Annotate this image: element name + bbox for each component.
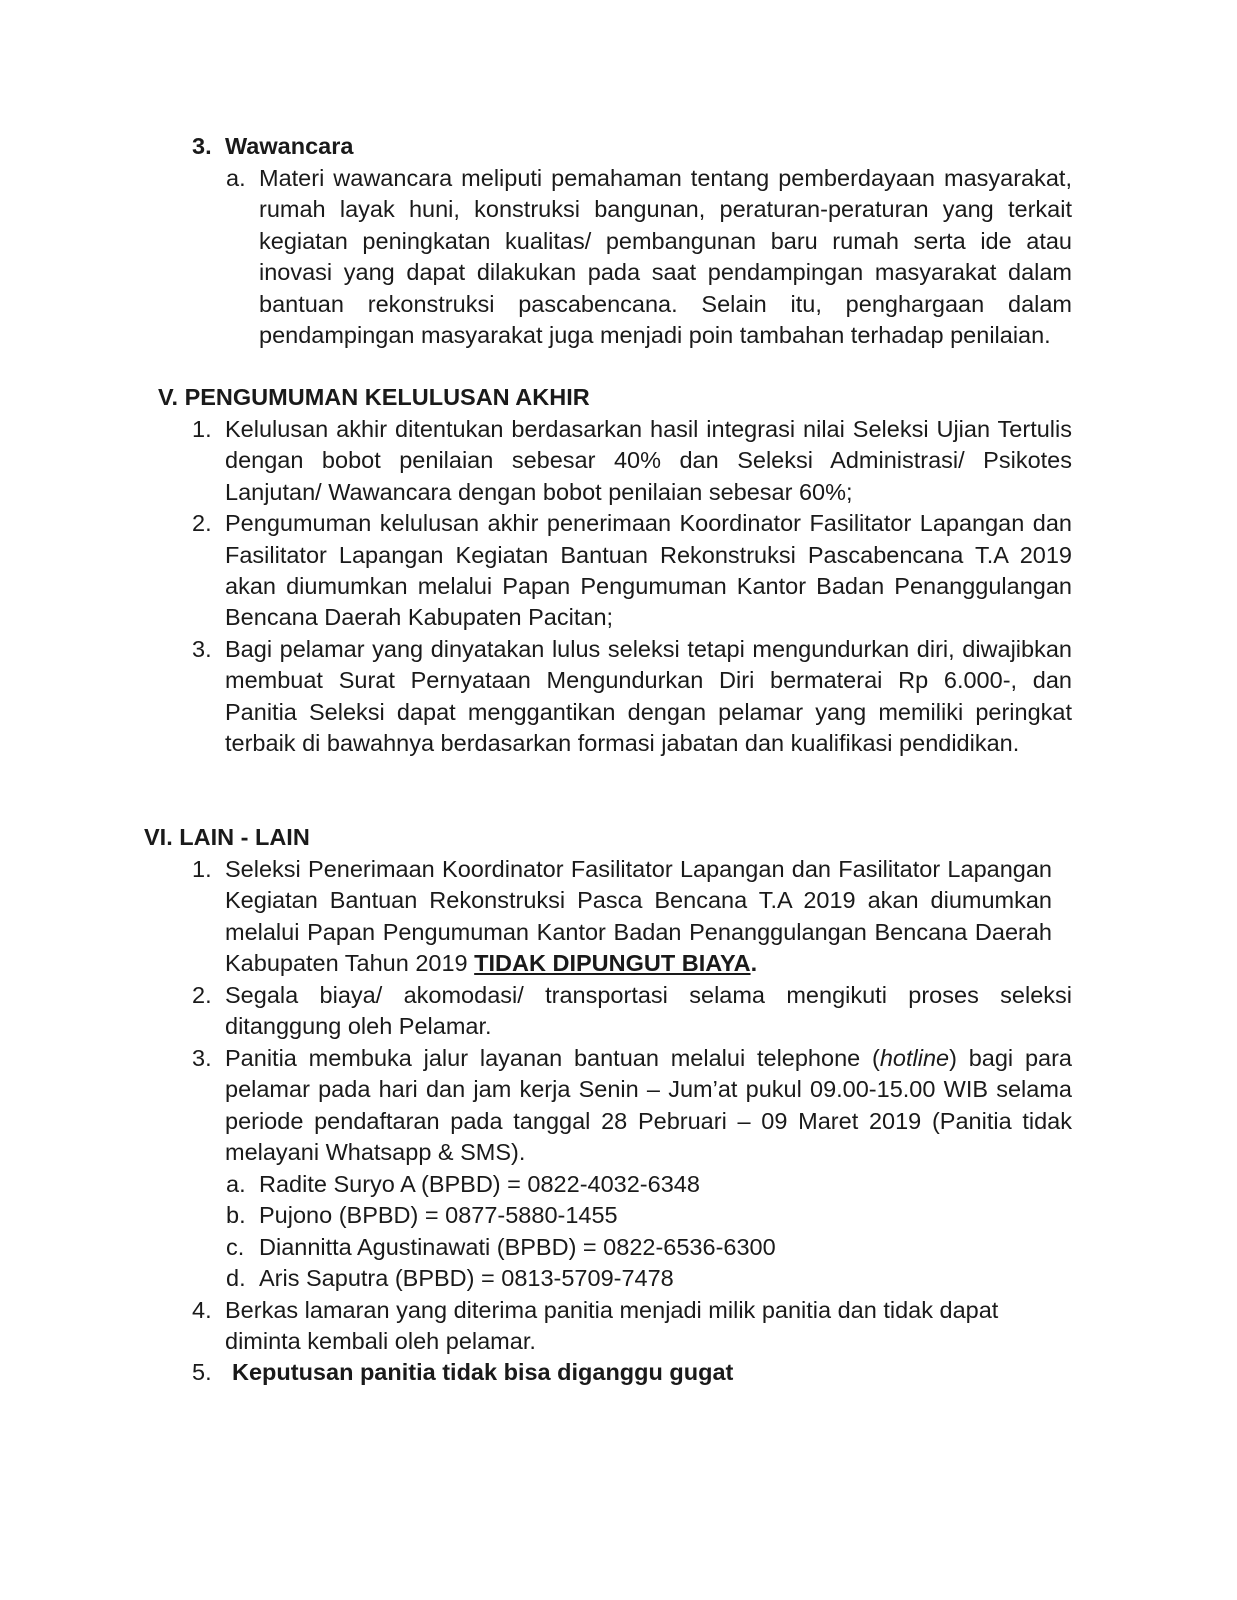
list-marker: 4. (192, 1297, 212, 1323)
list-marker: a. (226, 165, 246, 191)
list-marker: c. (226, 1233, 245, 1260)
paragraph-text: Seleksi Penerimaan Koordinator Fasilitator Lapangan dan Fasilitator Lapangan Kegiatan Bantuan Rekonstruksi Pasca Bencana T.A 2019 akan diumumkan melalui Papan Pengumuman Kantor Badan Penanggulangan Bencana Daerah Kabupaten Tahun 2019 (225, 856, 1052, 977)
paragraph: Berkas lamaran yang diterima panitia menjadi milik panitia dan tidak dapat diminta kembali oleh pelamar. (225, 1297, 999, 1355)
section-v-list (192, 414, 1072, 759)
section-heading-vi: VI. LAIN - LAIN (144, 824, 310, 850)
emphasis-text: TIDAK DIPUNGUT BIAYA (474, 950, 751, 977)
contact-item (226, 1232, 1072, 1263)
paragraph-text: Panitia membuka jalur layanan bantuan melalui telephone ( (225, 1044, 880, 1071)
list-item (192, 980, 1072, 1043)
list-item (192, 508, 1072, 634)
paragraph: Segala biaya/ akomodasi/ transportasi selama mengikuti proses seleksi ditanggung oleh Pelamar. (225, 982, 1072, 1040)
paragraph: Materi wawancara meliputi pemahaman tentang pemberdayaan masyarakat, rumah layak huni, konstruksi bangunan, peraturan-peraturan yang terkait kegiatan peningkatan kualitas/ pembangunan baru rumah serta ide atau inovasi yang dapat dilakukan pada saat pendampingan masyarakat dalam bantuan rekonstruksi pascabencana. Selain itu, penghargaan dalam pendampingan masyarakat juga menjadi poin tambahan terhadap penilaian. (259, 165, 1072, 349)
section-3-heading (192, 131, 1072, 162)
contact-item (226, 1263, 1072, 1294)
paragraph-end: . (750, 950, 758, 977)
contact-text: Aris Saputra (BPBD) = 0813-5709-7478 (259, 1265, 674, 1292)
list-item (192, 634, 1072, 760)
list-marker: 5. (192, 1359, 212, 1385)
contact-text: Radite Suryo A (BPBD) = 0822-4032-6348 (259, 1171, 700, 1197)
section-title: Wawancara (225, 133, 354, 159)
list-marker: 3. (192, 133, 212, 159)
list-marker: d. (226, 1265, 246, 1292)
list-marker: 2. (192, 982, 212, 1008)
list-marker: 1. (192, 856, 212, 882)
list-item (226, 163, 1072, 351)
list-item (192, 1295, 1072, 1358)
paragraph (225, 854, 1052, 980)
list-item (192, 414, 1072, 508)
contact-text: Pujono (BPBD) = 0877-5880-1455 (259, 1202, 618, 1229)
list-marker: 1. (192, 416, 212, 442)
paragraph-text: ) bagi para pelamar pada hari dan jam kerja Senin – Jum’at pukul 09.00-15.00 WIB selama periode pendaftaran pada tanggal 28 Pebruari – 09 Maret 2019 (Panitia tidak melayani Whatsapp & SMS). (225, 1044, 1072, 1166)
paragraph: Keputusan panitia tidak bisa diganggu gugat (232, 1359, 734, 1385)
section-vi-list (192, 980, 1072, 1168)
list-marker: 3. (192, 1044, 212, 1071)
contact-list (226, 1169, 1072, 1295)
contact-item (226, 1169, 1072, 1200)
italic-text: hotline (879, 1044, 950, 1071)
paragraph (225, 1043, 1072, 1169)
paragraph: Kelulusan akhir ditentukan berdasarkan hasil integrasi nilai Seleksi Ujian Tertulis dengan bobot penilaian sebesar 40% dan Seleksi Administrasi/ Psikotes Lanjutan/ Wawancara dengan bobot penilaian sebesar 60%; (225, 416, 1072, 505)
list-item (192, 1043, 1072, 1169)
list-marker: 3. (192, 635, 212, 662)
section-heading-v: V. PENGUMUMAN KELULUSAN AKHIR (158, 384, 590, 410)
list-marker: a. (226, 1171, 246, 1197)
contact-item (226, 1200, 1072, 1231)
paragraph: Pengumuman kelulusan akhir penerimaan Koordinator Fasilitator Lapangan dan Fasilitator Lapangan Kegiatan Bantuan Rekonstruksi Pascabencana T.A 2019 akan diumumkan melalui Papan Pengumuman Kantor Badan Penanggulangan Bencana Daerah Kabupaten Pacitan; (225, 510, 1072, 631)
list-item (192, 854, 1052, 980)
list-marker: b. (226, 1202, 246, 1229)
contact-text: Diannitta Agustinawati (BPBD) = 0822-6536-6300 (259, 1233, 776, 1260)
list-item (192, 1357, 1072, 1388)
paragraph: Bagi pelamar yang dinyatakan lulus seleksi tetapi mengundurkan diri, diwajibkan membuat Surat Pernyataan Mengundurkan Diri bermaterai Rp 6.000-, dan Panitia Seleksi dapat menggantikan dengan pelamar yang memiliki peringkat terbaik di bawahnya berdasarkan formasi jabatan dan kualifikasi pendidikan. (225, 635, 1072, 757)
list-marker: 2. (192, 510, 212, 537)
